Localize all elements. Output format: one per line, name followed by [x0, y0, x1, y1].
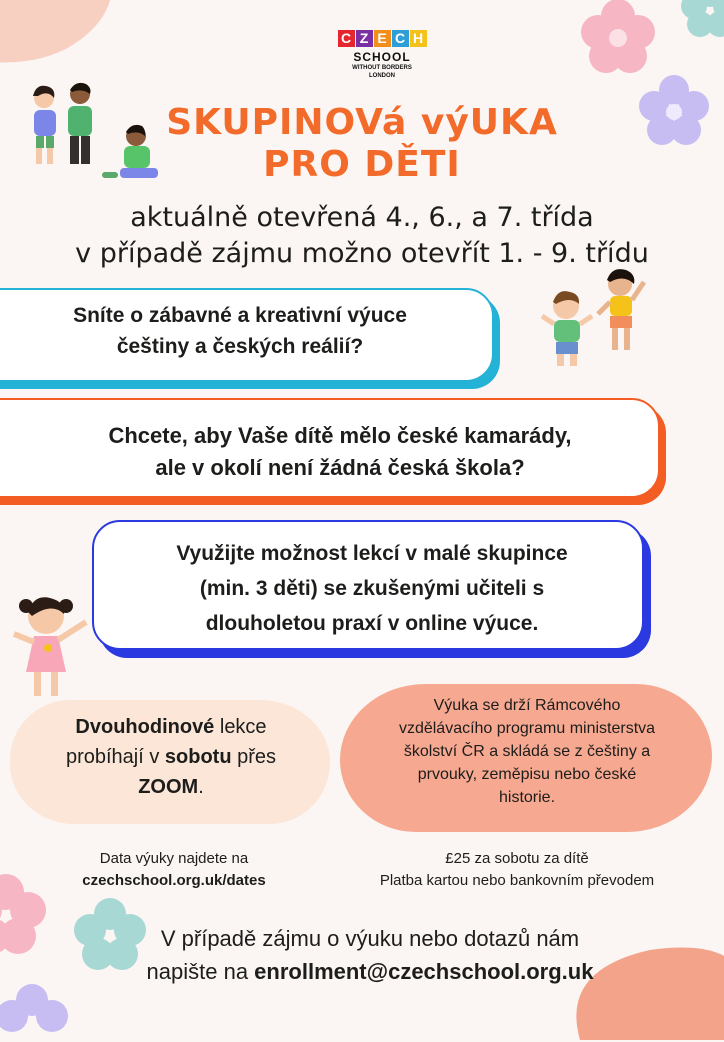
- logo-tile: C: [392, 30, 409, 47]
- box1-line-2: češtiny a českých reálií?: [116, 335, 364, 358]
- box1-line-1: Sníte o zábavné a kreativní výuce: [73, 304, 407, 327]
- curriculum-line: vzdělávacího programu ministerstva: [398, 720, 656, 737]
- schedule-duration: Dvouhodinové: [75, 716, 215, 738]
- curriculum-line: prvouky, zeměpisu nebo české: [417, 766, 637, 783]
- logo-subline: WITHOUT BORDERS: [352, 65, 412, 71]
- box2-line-1: Chcete, aby Vaše dítě mělo české kamarády,: [108, 423, 572, 448]
- contact-line-1: V případě zájmu o výuku nebo dotazů nám: [160, 926, 580, 951]
- schedule-line-2: [16, 742, 326, 772]
- flower-icon-right-lilac: [634, 72, 714, 152]
- logo-school: SCHOOL: [353, 50, 411, 64]
- children-illustration-right: [540, 262, 660, 372]
- dates-info: [24, 848, 324, 892]
- box3-line-3: dlouholetou praxí v online výuce.: [205, 612, 539, 635]
- contact-email[interactable]: enrollment@czechschool.org.uk: [254, 959, 594, 984]
- schedule-line-3: [16, 772, 326, 802]
- schedule-platform: ZOOM: [138, 776, 199, 798]
- schedule-word: přes: [231, 746, 277, 768]
- logo-tile: C: [338, 30, 355, 47]
- curriculum-line: školství ČR a skládá se z češtiny a: [403, 743, 651, 760]
- payment-line: Platba kartou nebo bankovním převodem: [379, 872, 655, 889]
- question-box-1-text: [30, 300, 450, 362]
- girl-illustration-left: [8, 586, 98, 706]
- schedule-period: .: [198, 776, 204, 798]
- logo-tile: E: [374, 30, 391, 47]
- dates-line: Data výuky najdete na: [99, 850, 249, 867]
- logo-tile: H: [410, 30, 427, 47]
- contact-info: [60, 922, 680, 988]
- curriculum-text: [350, 694, 704, 809]
- page-title: [150, 102, 574, 186]
- schedule-day: sobotu: [164, 746, 232, 768]
- offer-box-text: [120, 536, 624, 641]
- children-illustration-top-left: [14, 80, 164, 190]
- curriculum-line: Výuka se drží Rámcového: [433, 697, 621, 714]
- dates-link[interactable]: czechschool.org.uk/dates: [82, 872, 266, 889]
- logo-tile: Z: [356, 30, 373, 47]
- box3-line-2: (min. 3 děti) se zkušenými učiteli s: [199, 577, 545, 600]
- peach-shape-top-left: [0, 0, 120, 80]
- logo-city: LONDON: [369, 73, 395, 79]
- schedule-word: lekce: [214, 716, 267, 738]
- schedule-word: probíhají v: [65, 746, 165, 768]
- flower-icon-top-right-pink: [578, 0, 658, 76]
- price-info: [330, 848, 704, 892]
- schedule-line-1: [16, 712, 326, 742]
- flower-icon-top-edge-teal: [680, 0, 724, 40]
- title-line-2: PRO DĚTI: [263, 144, 461, 185]
- price-line: £25 za sobotu za dítě: [445, 850, 589, 867]
- subtitle-line-2: v případě zájmu možno otevřít 1. - 9. třídu: [75, 238, 649, 269]
- contact-line-2: [60, 955, 680, 988]
- logo-tiles: [336, 30, 428, 47]
- title-line-1: SKUPINOVá výUKA: [166, 102, 558, 143]
- box2-line-2: ale v okolí není žádná česká škola?: [155, 455, 525, 480]
- curriculum-line: historie.: [498, 789, 556, 806]
- schedule-text: [16, 712, 326, 802]
- box3-line-1: Využijte možnost lekcí v malé skupince: [176, 542, 568, 565]
- question-box-2-text: [20, 420, 660, 484]
- flower-icon-bottom-lilac: [0, 982, 72, 1042]
- subtitle-line-1: aktuálně otevřená 4., 6., a 7. třída: [130, 202, 594, 233]
- logo: [336, 30, 428, 80]
- contact-prefix: napište na: [146, 959, 255, 984]
